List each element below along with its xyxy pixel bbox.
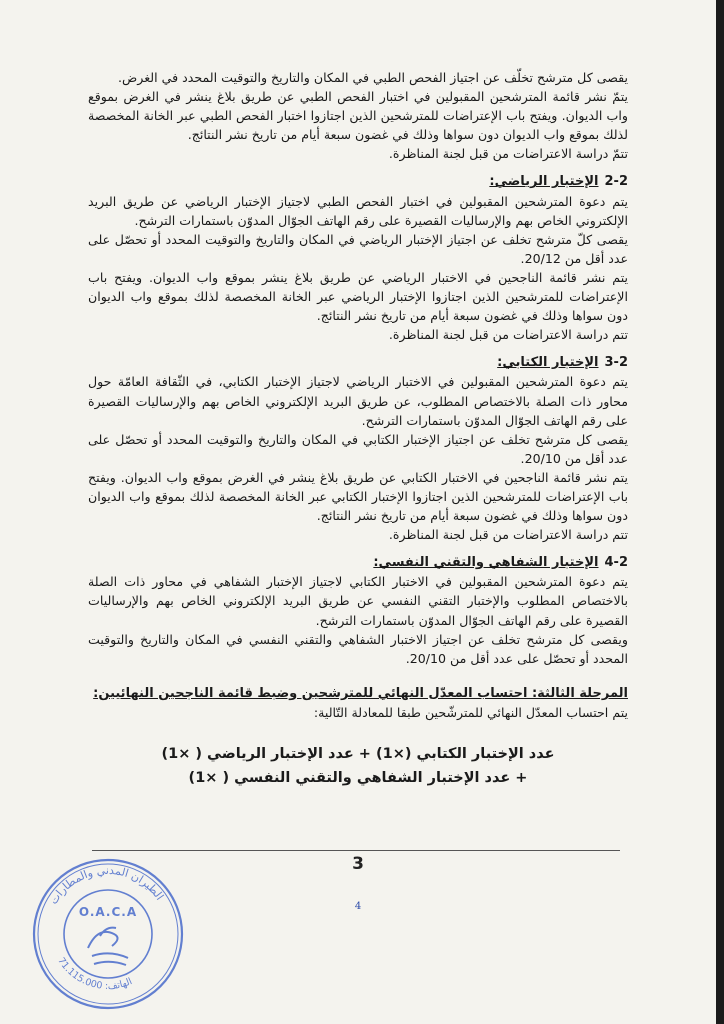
section-title: الإختبار الكتابي: [497,355,599,371]
paragraph: يتمّ نشر قائمة المترشحين المقبولين في اختبار الفحص الطبي عن طريق بلاغ ينشر في الغرض بموقع واب الديوان. ويفتح باب الإعتراضات للمترشحين الذين اجتازوا اختبار الفحص الطبي عبر الخانة المخصصة لذلك بموقع واب الديوان دون سواها وذلك في غضون سبعة أيام من تاريخ نشر النتائج. [88,89,628,143]
paragraph: يقصى كل مترشح تخلّف عن اجتياز الفحص الطبي في المكان والتاريخ والتوقيت المحدد في الغرض. [118,70,628,85]
paragraph: يقصى كلّ مترشح تخلف عن اجتياز الإختبار الرياضي في المكان والتاريخ والتوقيت المحدد أو تحصّل على عدد أقل من 20/12. [88,231,628,266]
paragraph: يقصى كل مترشح تخلف عن اجتياز الإختبار الكتابي في المكان والتاريخ والتوقيت المحدد أو تحصّل على عدد أقل من 20/10. [88,431,628,466]
section-heading-written [88,353,628,372]
section-heading-oral [88,553,628,572]
stamp-center-text: O.A.C.A [78,905,138,919]
stamp-ring-text: الطيران المدني والمطارات [46,863,167,907]
section-title: الإختبار الشفاهي والتقني النفسي: [373,555,599,571]
section-heading-sport [88,172,628,191]
page-number: 3 [352,854,364,874]
stamp-logo-icon [88,928,128,965]
formula-line-2: + عدد الإختبار الشفاهي والتقني النفسي ( ×1) [188,770,528,786]
svg-text:الطيران المدني والمطارات [47,864,166,907]
paragraph: ويقصى كل مترشح تخلف عن اجتياز الاختبار الشفاهي والتقني النفسي في المكان والتاريخ والتوقيت المحدد أو تحصّل على عدد أقل من 20/10. [88,631,628,666]
paragraph: يتم دعوة المترشحين المقبولين في اختبار الفحص الطبي لاجتياز الإختبار الرياضي عن طريق البريد الإلكتروني الخاص بهم والإرساليات القصيرة على رقم الهاتف الجوّال المدوّن باستمارات الترشح. [88,193,628,228]
formula [88,742,628,790]
paragraph: تتم دراسة الاعتراضات من قبل لجنة المناظرة. [388,527,628,543]
section-number: 3-2 [604,355,628,371]
stage-title: المرحلة الثالثة: احتساب المعدّل النهائي للمترشحين وضبط قائمة الناجحين النهائيين: [93,685,628,701]
paragraph: تتمّ دراسة الاعتراضات من قبل لجنة المناظرة. [388,146,628,162]
section-number: 4-2 [604,555,628,571]
document-body [88,68,628,790]
oaca-stamp-icon [26,852,190,1016]
page-number-secondary: 4 [354,901,362,912]
formula-line-1: عدد الإختبار الكتابي (×1) + عدد الإختبار الرياضي ( ×1) [161,746,555,762]
paragraph: تتم دراسة الاعتراضات من قبل لجنة المناظرة. [388,327,628,343]
stamp-phone-text: الهاتف: 71.115.000 [55,955,134,993]
section-number: 2-2 [604,174,628,190]
paragraph: يتم نشر قائمة الناجحين في الاختبار الكتابي عن طريق بلاغ ينشر في الغرض بموقع واب الديوان. ويفتح باب الإعتراضات للمترشحين الذين اجتازوا الإختبار الكتابي عبر الخانة المخصصة لذلك بموقع واب الديوان دون سواها وذلك في غضون سبعة أيام من تاريخ نشر النتائج. [88,469,628,524]
paragraph: يتم نشر قائمة الناجحين في الاختبار الرياضي عن طريق بلاغ ينشر بموقع واب الديوان. ويفتح باب الإعتراضات للمترشحين الذين اجتازوا الإختبار الرياضي عبر الخانة المخصصة لذلك بموقع واب الديوان دون سواها وذلك في غضون سبعة أيام من تاريخ نشر النتائج. [88,269,628,324]
section-title: الإختبار الرياضي: [489,174,599,190]
svg-text:الهاتف: 71.115.000 [55,956,134,992]
formula-intro: يتم احتساب المعدّل النهائي للمترشّحين طبقا للمعادلة التّالية: [313,704,628,720]
footer-divider [92,850,620,851]
paragraph: يتم دعوة المترشحين المقبولين في الاختبار الكتابي لاجتياز الإختبار الشفاهي في محاور ذات الصلة بالاختصاص المطلوب والإختبار التقني النفسي عن طريق البريد الإلكتروني الخاص بهم والإرساليات القصيرة على رقم الهاتف الجوّال المدوّن باستمارات الترشح. [88,574,628,628]
paragraph: يتم دعوة المترشحين المقبولين في الاختبار الرياضي لاجتياز الإختبار الكتابي، في الثّقافة العامّة حول محاور ذات الصلة بالاختصاص المطلوب، عن طريق البريد الإلكتروني الخاص بهم والإرساليات القصيرة على رقم الهاتف الجوّال المدوّن باستمارات الترشح. [88,374,628,428]
